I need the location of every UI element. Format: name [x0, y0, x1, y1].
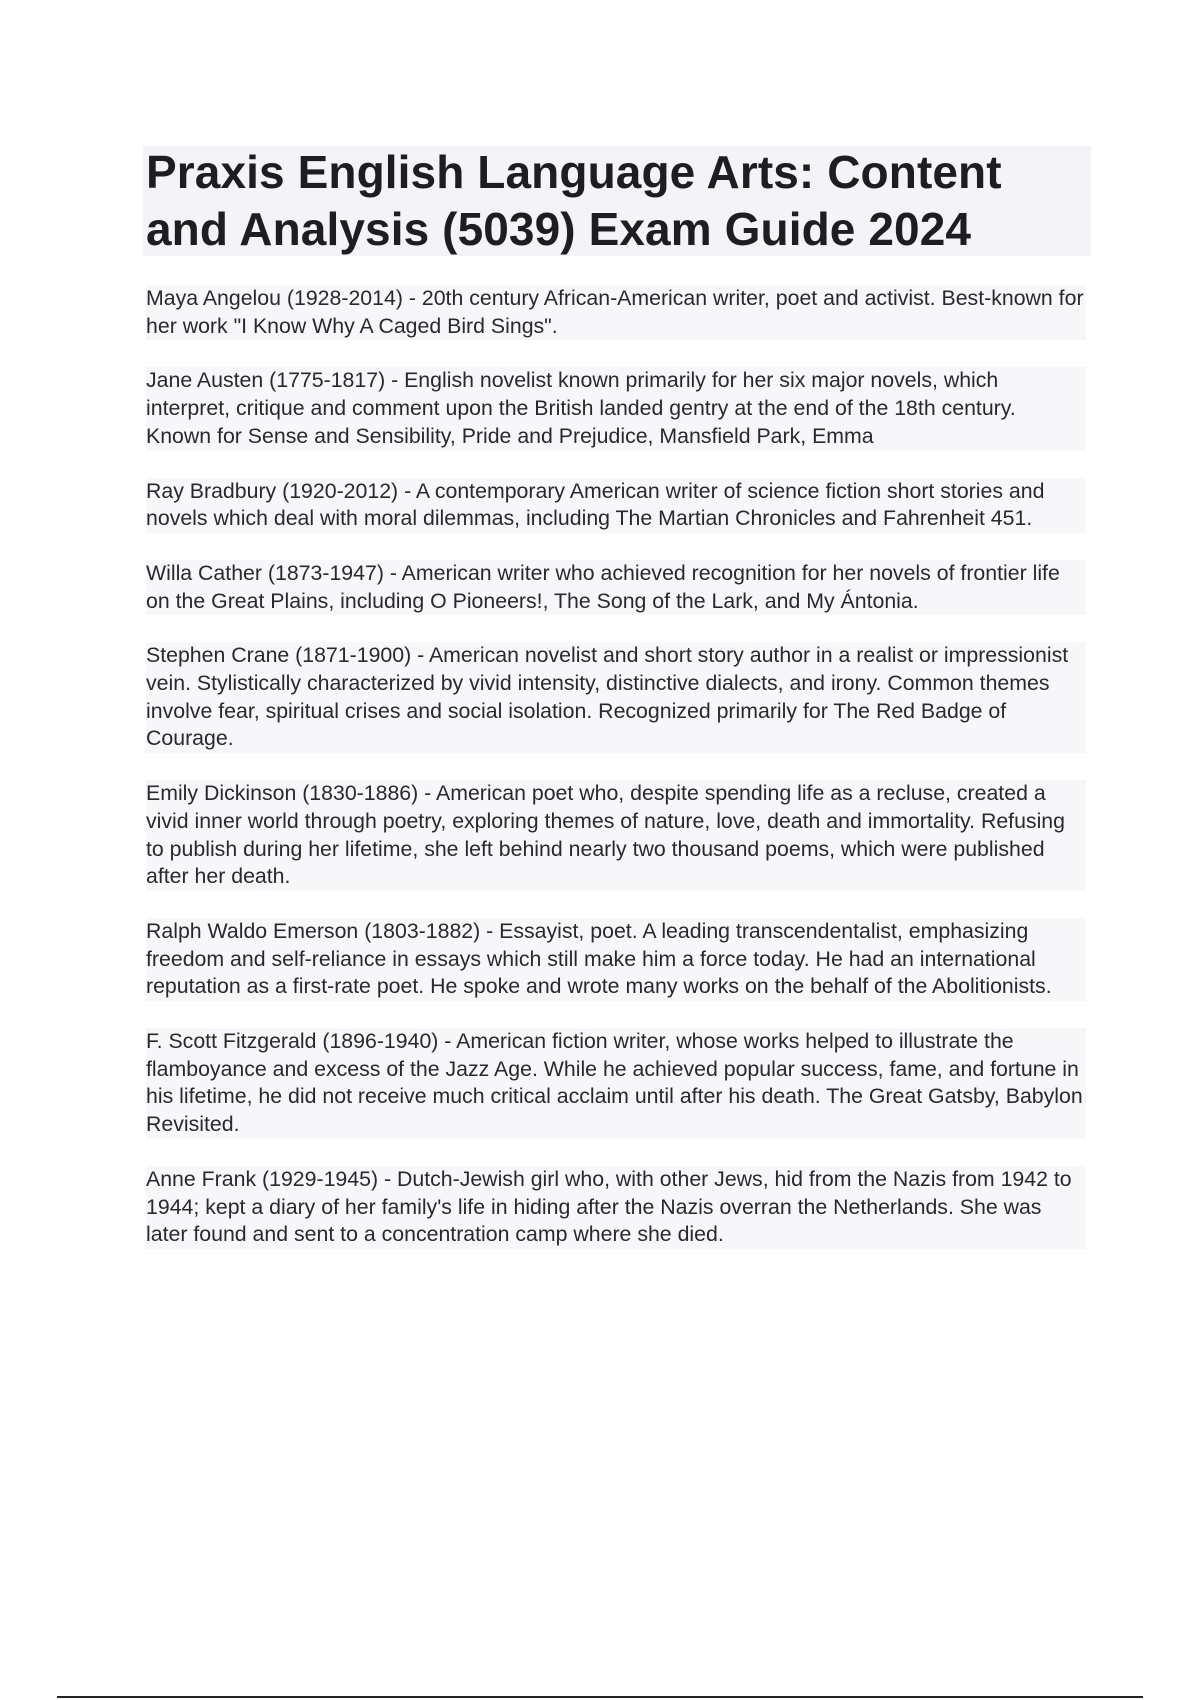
- entry-jane-austen: Jane Austen (1775-1817) - English novelist known primarily for her six major novels, which interpret, critique and comment upon the British landed gentry at the end of the 18th century. Known for Sense and Sensibility, Pride and Prejudice, Mansfield Park, Emma: [146, 367, 1086, 450]
- entry-willa-cather: Willa Cather (1873-1947) - American writer who achieved recognition for her novels of frontier life on the Great Plains, including O Pioneers!, The Song of the Lark, and My Ántonia.: [146, 560, 1086, 615]
- entry-anne-frank: Anne Frank (1929-1945) - Dutch-Jewish girl who, with other Jews, hid from the Nazis from 1942 to 1944; kept a diary of her family's life in hiding after the Nazis overran the Netherlands. She was later found and sent to a concentration camp where she died.: [146, 1166, 1086, 1249]
- entry-f-scott-fitzgerald: F. Scott Fitzgerald (1896-1940) - American fiction writer, whose works helped to illustrate the flamboyance and excess of the Jazz Age. While he achieved popular success, fame, and fortune in his lifetime, he did not receive much critical acclaim until after his death. The Great Gatsby, Babylon Revisited.: [146, 1028, 1086, 1139]
- page-title: Praxis English Language Arts: Content and Analysis (5039) Exam Guide 2024: [146, 146, 1002, 255]
- footer-divider: [57, 1696, 1143, 1698]
- entry-emily-dickinson: Emily Dickinson (1830-1886) - American poet who, despite spending life as a recluse, created a vivid inner world through poetry, exploring themes of nature, love, death and immortality. Refusing to publish during her lifetime, she left behind nearly two thousand poems, which were published after her death.: [146, 780, 1086, 891]
- author-entries-list: [146, 285, 1086, 1276]
- entry-stephen-crane: Stephen Crane (1871-1900) - American novelist and short story author in a realist or impressionist vein. Stylistically characterized by vivid intensity, distinctive dialects, and irony. Common themes involve fear, spiritual crises and social isolation. Recognized primarily for The Red Badge of Courage.: [146, 642, 1086, 753]
- entry-ralph-waldo-emerson: Ralph Waldo Emerson (1803-1882) - Essayist, poet. A leading transcendentalist, emphasizing freedom and self-reliance in essays which still make him a force today. He had an international reputation as a first-rate poet. He spoke and wrote many works on the behalf of the Abolitionists.: [146, 918, 1086, 1001]
- entry-maya-angelou: Maya Angelou (1928-2014) - 20th century African-American writer, poet and activist. Best-known for her work "I Know Why A Caged Bird Sings".: [146, 285, 1086, 340]
- entry-ray-bradbury: Ray Bradbury (1920-2012) - A contemporary American writer of science fiction short stories and novels which deal with moral dilemmas, including The Martian Chronicles and Fahrenheit 451.: [146, 478, 1086, 533]
